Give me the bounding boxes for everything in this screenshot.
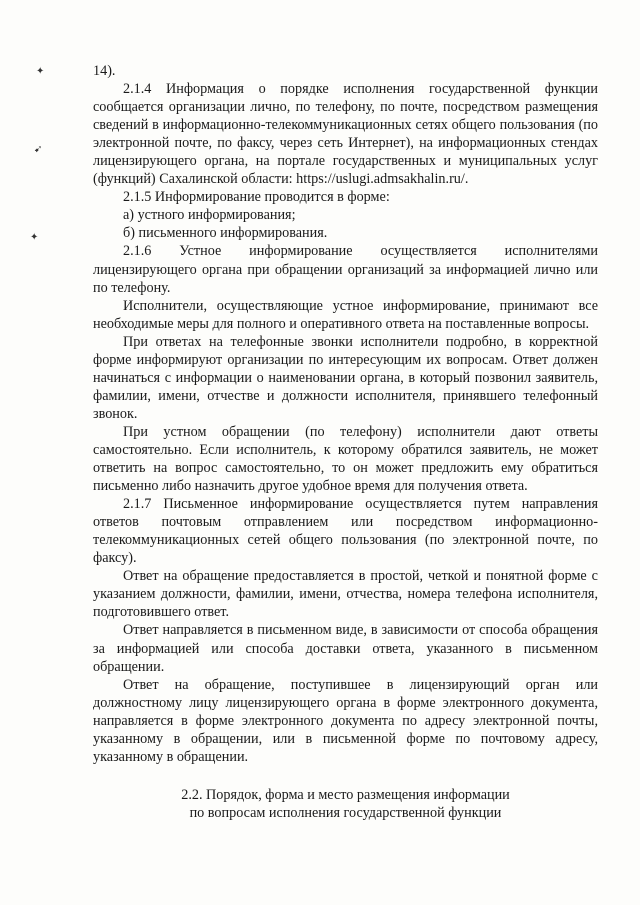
paragraph-2-1-6: 2.1.6 Устное информирование осуществляется исполнителями лицензирующего органа при обращении организаций за информацией лично или по телефону. [93, 243, 598, 296]
list-item-b: б) письменного информирования. [123, 225, 328, 242]
document-page [93, 62, 598, 822]
paragraph-oral-measures: Исполнители, осуществляющие устное информирование, принимают все необходимые меры для полного и оперативного ответа на поставленные вопросы. [93, 297, 598, 332]
paragraph-answer-electronic: Ответ на обращение, поступившее в лицензирующий орган или должностному лицу лицензирующего органа в форме электронного документа, направляется в форме электронного документа по адресу электронной почты, указанному в обращении, или в письменной форме по почтовому адресу, указанному в обращении. [93, 676, 598, 765]
margin-mark-1: ✦ [36, 66, 45, 77]
margin-mark-3: ✦ [30, 232, 39, 243]
list-item-a: а) устного информирования; [123, 207, 296, 224]
section-heading-2-2 [93, 786, 598, 822]
paragraph-phone-calls: При ответах на телефонные звонки исполнители подробно, в корректной форме информируют организации по интересующим их вопросам. Ответ должен начинаться с информации о наименовании органа, в который позвонил заявитель, фамилии, имени, отчестве и должности исполнителя, принявшего телефонный звонок. [93, 333, 598, 422]
section-heading-line-1: 2.2. Порядок, форма и место размещения информации [181, 786, 510, 803]
paragraph-2-1-5: 2.1.5 Информирование проводится в форме: [123, 189, 390, 206]
paragraph-answer-form: Ответ на обращение предоставляется в простой, четкой и понятной форме с указанием должности, фамилии, имени, отчества, номера телефона исполнителя, подготовившего ответ. [93, 568, 598, 621]
paragraph-oral-answers: При устном обращении (по телефону) исполнители дают ответы самостоятельно. Если исполнитель, к которому обратился заявитель, не может ответить на вопрос самостоятельно, то он может предложить ему обратиться письменно либо назначить другое удобное время для получения ответа. [93, 423, 598, 495]
margin-mark-2: ➹ [34, 144, 43, 155]
paragraph-2-1-7: 2.1.7 Письменное информирование осуществляется путем направления ответов почтовым отправлением или посредством информационно-телекоммуникационных сетей общего пользования (по электронной почте, по факсу). [93, 496, 598, 567]
continuation-text: 14). [93, 63, 116, 79]
section-heading-line-2: по вопросам исполнения государственной функции [189, 804, 502, 821]
paragraph-2-1-4: 2.1.4 Информация о порядке исполнения государственной функции сообщается организации лично, по телефону, по почте, посредством размещения сведений в информационно-телекоммуникационных сетях общего пользования (по электронной почте, по факсу, через сеть Интернет), на информационных стендах лицензирующего органа, на портале государственных и муниципальных услуг (функций) Сахалинской области: https://uslugi.admsakhalin.ru/. [93, 81, 598, 188]
paragraph-answer-written: Ответ направляется в письменном виде, в зависимости от способа обращения за информацией или способа доставки ответа, указанного в письменном обращении. [93, 622, 598, 675]
